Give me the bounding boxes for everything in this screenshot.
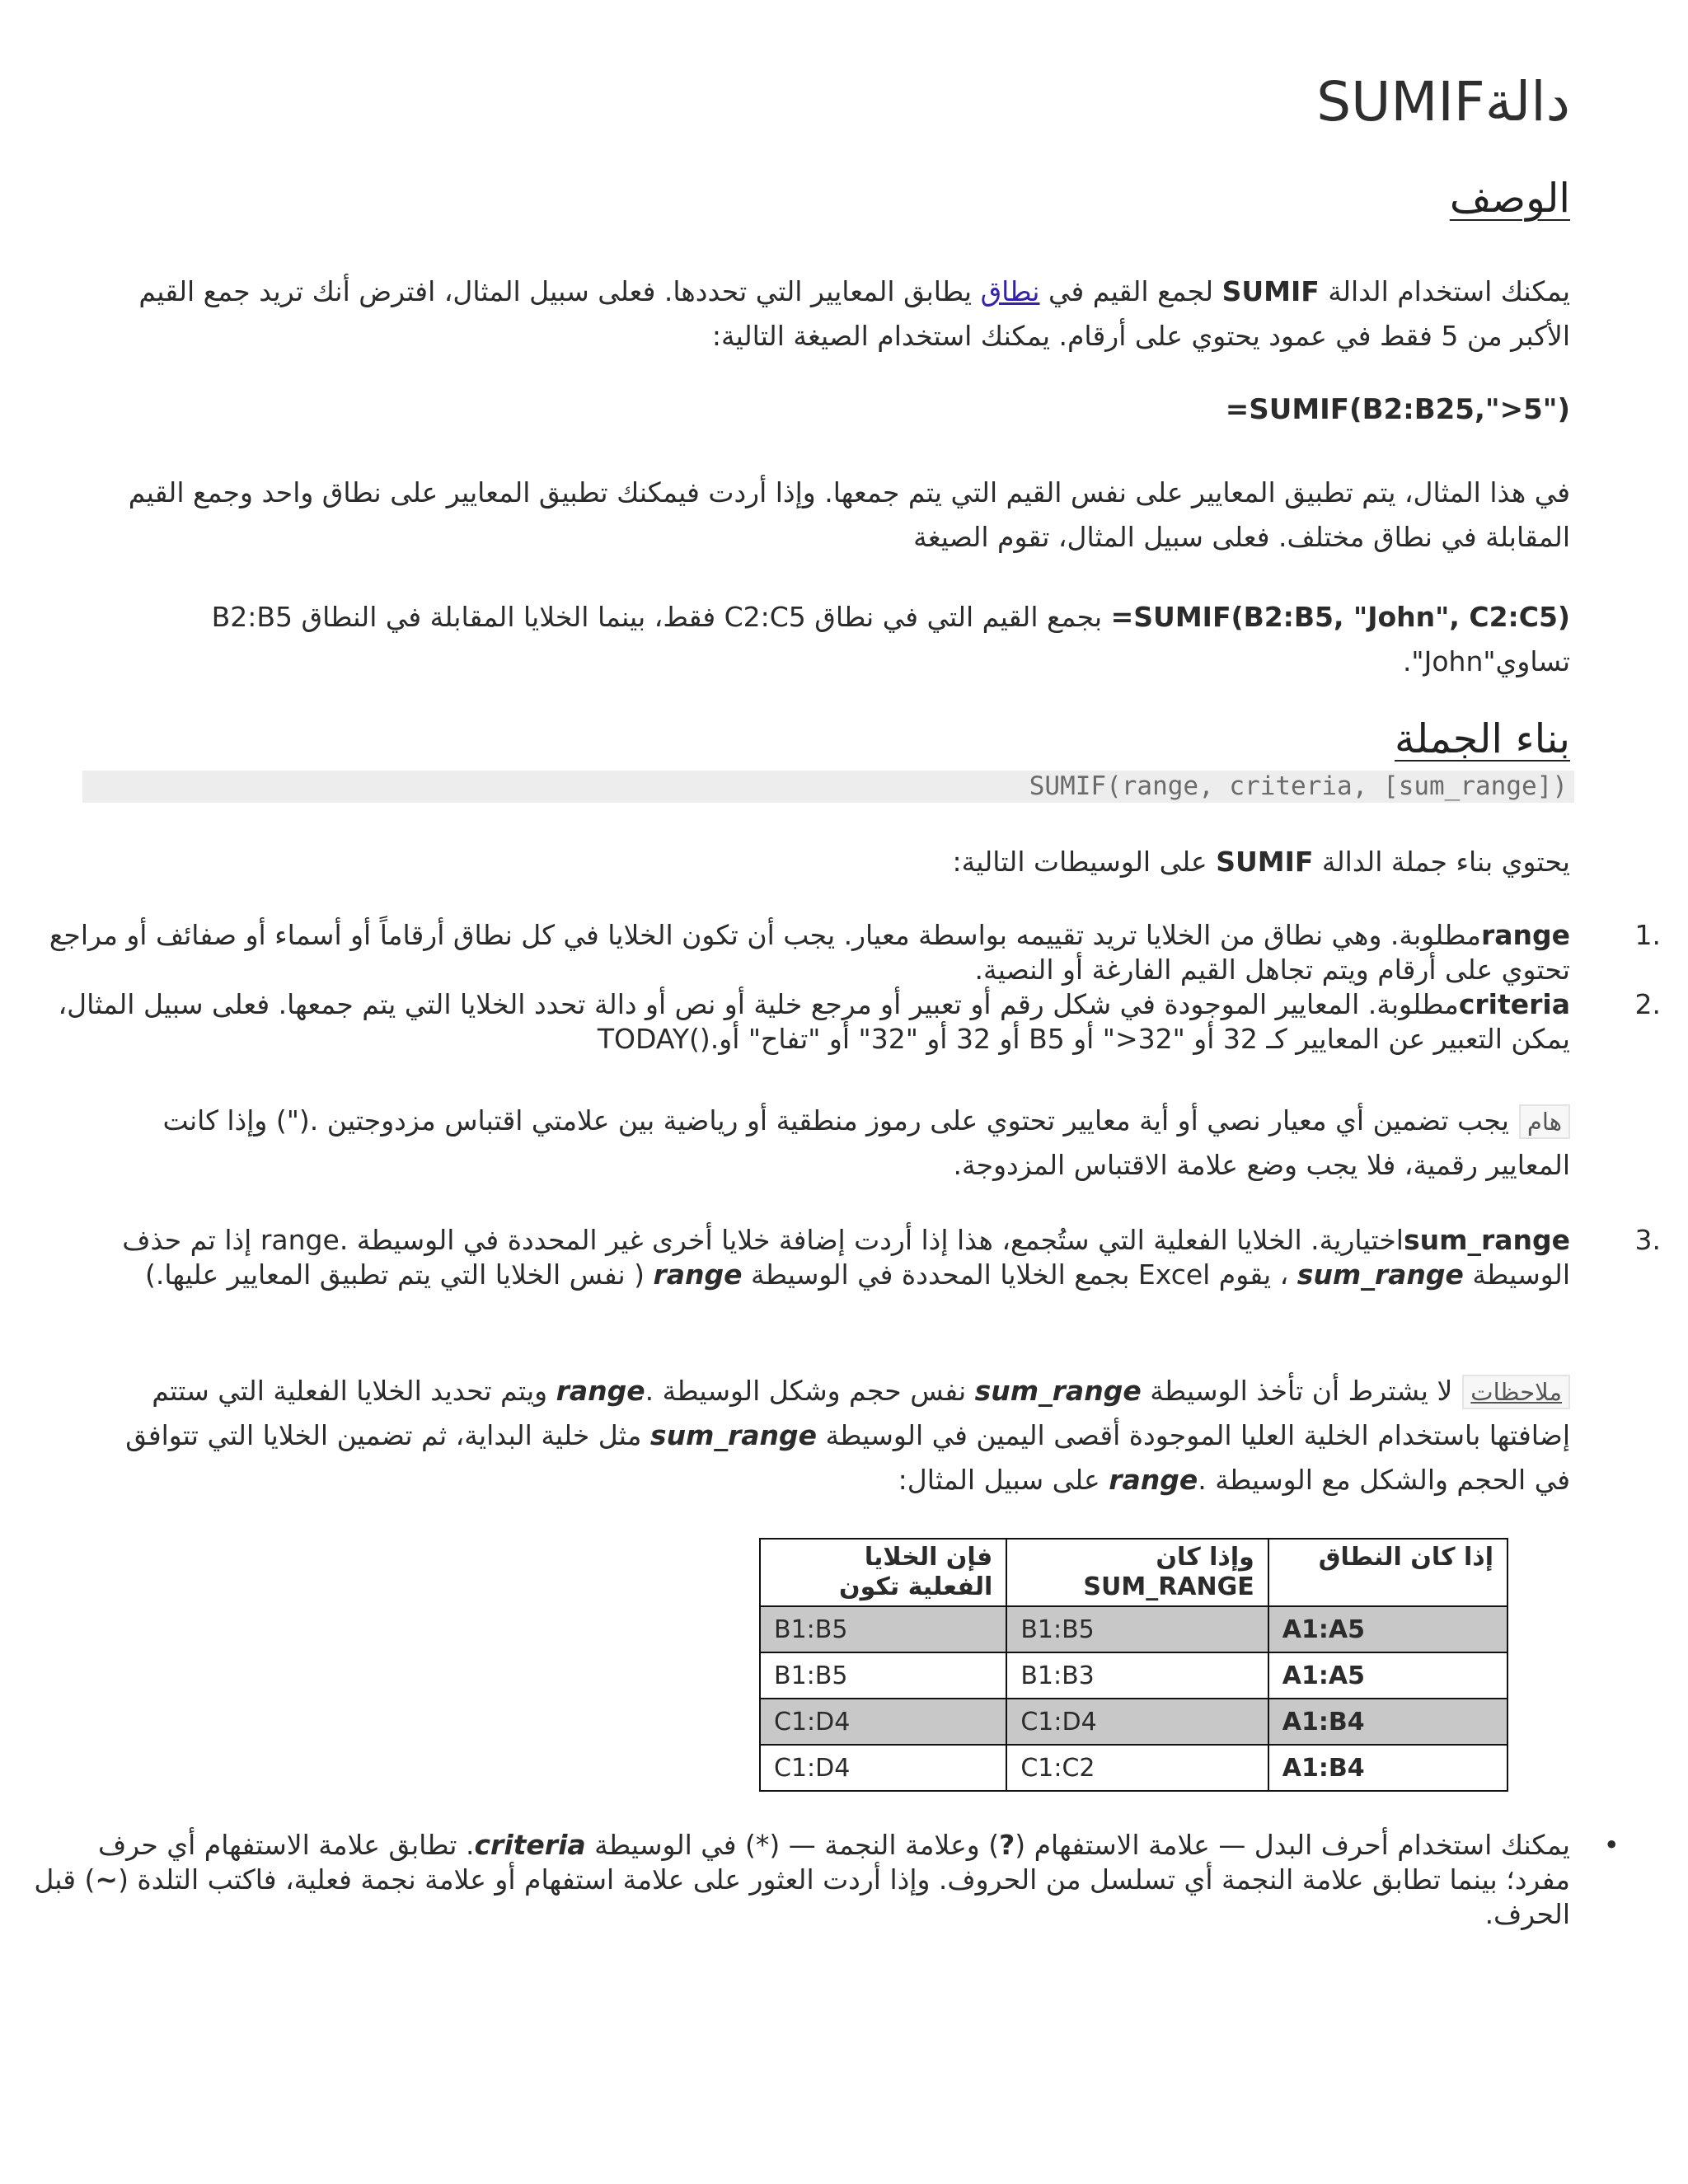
text-run: لجمع القيم في <box>1039 275 1222 307</box>
table-cell: B1:B3 <box>1006 1652 1268 1699</box>
argument-description: مطلوبة. المعايير الموجودة في شكل رقم أو تعبير أو مرجع خلية أو نص أو دالة تحدد الخلايا التي يتم جمعها. فعلى سبيل المثال، يمكن التعبير عن المعايير كـ 32 أو "32<" أو B5 أو 32 أو "32" أو "تفاح" أو.()TODAY <box>58 988 1570 1055</box>
argument-name: range <box>1480 919 1570 951</box>
syntax-heading: بناء الجملة <box>1395 715 1570 762</box>
description-paragraph-3 <box>78 595 1570 684</box>
list-number: 1. <box>1634 919 1661 951</box>
description-paragraph-1 <box>78 269 1570 359</box>
text-run: يمكنك استخدام أحرف البدل — علامة الاستفهام ( <box>1015 1829 1570 1861</box>
arguments-list-continued <box>45 1223 1661 1292</box>
text-run: يمكنك استخدام الدالة <box>1319 275 1570 307</box>
table-row <box>760 1652 1507 1699</box>
text-run: ) وعلامة النجمة — (*) في الوسيطة <box>585 1829 1000 1861</box>
syntax-code: SUMIF(range, criteria, [sum_range]) <box>82 771 1574 803</box>
notes-label[interactable]: ملاحظات <box>1462 1375 1570 1409</box>
question-mark-symbol: ? <box>999 1829 1015 1861</box>
argument-description: مطلوبة. وهي نطاق من الخلايا تريد تقييمه بواسطة معيار. يجب أن تكون الخلايا في كل نطاق أرقاماً أو أسماء أو صفائف أو مراجع تحتوي على أرقام ويتم تجاهل القيم الفارغة أو النصية. <box>49 919 1570 986</box>
important-label: هام <box>1519 1104 1570 1139</box>
text-run: يحتوي بناء جملة الدالة <box>1313 846 1570 878</box>
text-run: يطابق المعايير التي تحددها. فعلى سبيل المثال، افترض أنك تريد جمع القيم الأكبر من 5 فقط في عمود يحتوي على أرقام. يمكنك استخدام الصيغة التالية: <box>138 275 1570 352</box>
argument-name: sum_range <box>1403 1224 1570 1256</box>
text-run: . تطابق علامة الاستفهام أي حرف مفرد؛ بينما تطابق علامة النجمة أي تسلسل من الحروف. وإذا أردت العثور على علامة استفهام أو علامة نجمة فعلية، فاكتب التلدة ( <box>97 1829 1570 1896</box>
table-cell: C1:C2 <box>1006 1745 1268 1791</box>
wildcard-bullet <box>29 1828 1620 1932</box>
argument-reference: sum_range <box>649 1419 817 1451</box>
sumif-keyword: SUMIF <box>1221 275 1320 307</box>
text-run: على سبيل المثال: <box>898 1464 1109 1496</box>
list-item-sum-range <box>45 1223 1661 1292</box>
tilde-symbol: ~ <box>95 1863 119 1896</box>
table-cell: A1:A5 <box>1268 1652 1507 1699</box>
description-heading: الوصف <box>1449 175 1570 222</box>
table-cell: B1:B5 <box>760 1606 1006 1652</box>
argument-reference: criteria <box>474 1829 586 1861</box>
argument-reference: sum_range <box>1296 1258 1464 1291</box>
table-cell: C1:D4 <box>760 1745 1006 1791</box>
table-cell: A1:A5 <box>1268 1606 1507 1652</box>
syntax-intro <box>78 840 1570 884</box>
table-header-row <box>760 1539 1507 1606</box>
arguments-list <box>45 918 1661 1057</box>
column-header: فإن الخلايا الفعلية تكون <box>760 1539 1006 1606</box>
table-cell: A1:B4 <box>1268 1745 1507 1791</box>
table-cell: C1:D4 <box>1006 1699 1268 1745</box>
list-number: 2. <box>1634 988 1661 1020</box>
important-text: يجب تضمين أي معيار نصي أو أية معايير تحتوي على رموز منطقية أو رياضية بين علامتي اقتباس مزدوجتين .(") وإذا كانت المعايير رقمية، فلا يجب وضع علامة الاقتباس المزدوجة. <box>162 1104 1570 1181</box>
argument-reference: sum_range <box>974 1375 1142 1407</box>
argument-reference: range <box>1109 1464 1198 1496</box>
text-run: نفس حجم وشكل الوسيطة . <box>645 1375 975 1407</box>
table-cell: A1:B4 <box>1268 1699 1507 1745</box>
table-cell: B1:B5 <box>1006 1606 1268 1652</box>
description-paragraph-2: في هذا المثال، يتم تطبيق المعايير على نفس القيم التي يتم جمعها. وإذا أردت فيمكنك تطبيق المعايير على نطاق واحد وجمع القيم المقابلة في نطاق مختلف. فعلى سبيل المثال، تقوم الصيغة <box>128 476 1570 553</box>
argument-name: criteria <box>1458 988 1570 1020</box>
table-cell: C1:D4 <box>760 1699 1006 1745</box>
bullet-icon: • <box>1603 1829 1620 1861</box>
list-item-range <box>45 918 1661 987</box>
text-run: ( نفس الخلايا التي يتم تطبيق المعايير عليها.) <box>144 1258 654 1291</box>
list-item-criteria <box>45 987 1661 1057</box>
table-row <box>760 1699 1507 1745</box>
table-cell: B1:B5 <box>760 1652 1006 1699</box>
page-title: دالةSUMIF <box>1316 70 1570 134</box>
list-number: 3. <box>1634 1224 1661 1256</box>
text-run: مثل خلية البداية، ثم تضمين الخلايا التي تتوافق في الحجم والشكل مع الوسيطة . <box>125 1419 1570 1496</box>
text-run: ، يقوم Excel بجمع الخلايا المحددة في الوسيطة <box>742 1258 1297 1291</box>
formula-example-2: =SUMIF(B2:B5, "John", C2:C5) <box>1110 601 1570 633</box>
notes-paragraph <box>120 1369 1570 1502</box>
formula-example-1: =SUMIF(B2:B25,">5") <box>1225 393 1570 426</box>
table-row <box>760 1745 1507 1791</box>
table-row <box>760 1606 1507 1652</box>
text-run: لا يشترط أن تأخذ الوسيطة <box>1141 1375 1453 1407</box>
sumif-keyword: SUMIF <box>1216 846 1314 878</box>
range-link[interactable]: نطاق <box>980 275 1040 307</box>
text-run: على الوسيطات التالية: <box>952 846 1217 878</box>
text-run: بجمع القيم التي في نطاق C2:C5 فقط، بينما الخلايا المقابلة في النطاق B2:B5 تساوي"John". <box>211 601 1570 677</box>
text-run: اختيارية. الخلايا الفعلية التي ستُجمع، هذا إذا أردت إضافة خلايا أخرى غير المحددة في الوسيطة .range إذا تم حذف الوسيطة <box>122 1224 1570 1291</box>
text-run: ويتم تحديد الخلايا الفعلية التي ستتم إضافتها باستخدام الخلية العليا الموجودة أقصى اليمين في الوسيطة <box>152 1375 1570 1451</box>
important-note <box>120 1099 1570 1188</box>
argument-reference: range <box>653 1258 743 1291</box>
text-run: ) قبل الحرف. <box>34 1863 1570 1930</box>
column-header: إذا كان النطاق <box>1268 1539 1507 1606</box>
column-header: وإذا كان SUM_RANGE <box>1006 1539 1268 1606</box>
argument-reference: range <box>556 1375 645 1407</box>
example-table <box>759 1538 1508 1792</box>
